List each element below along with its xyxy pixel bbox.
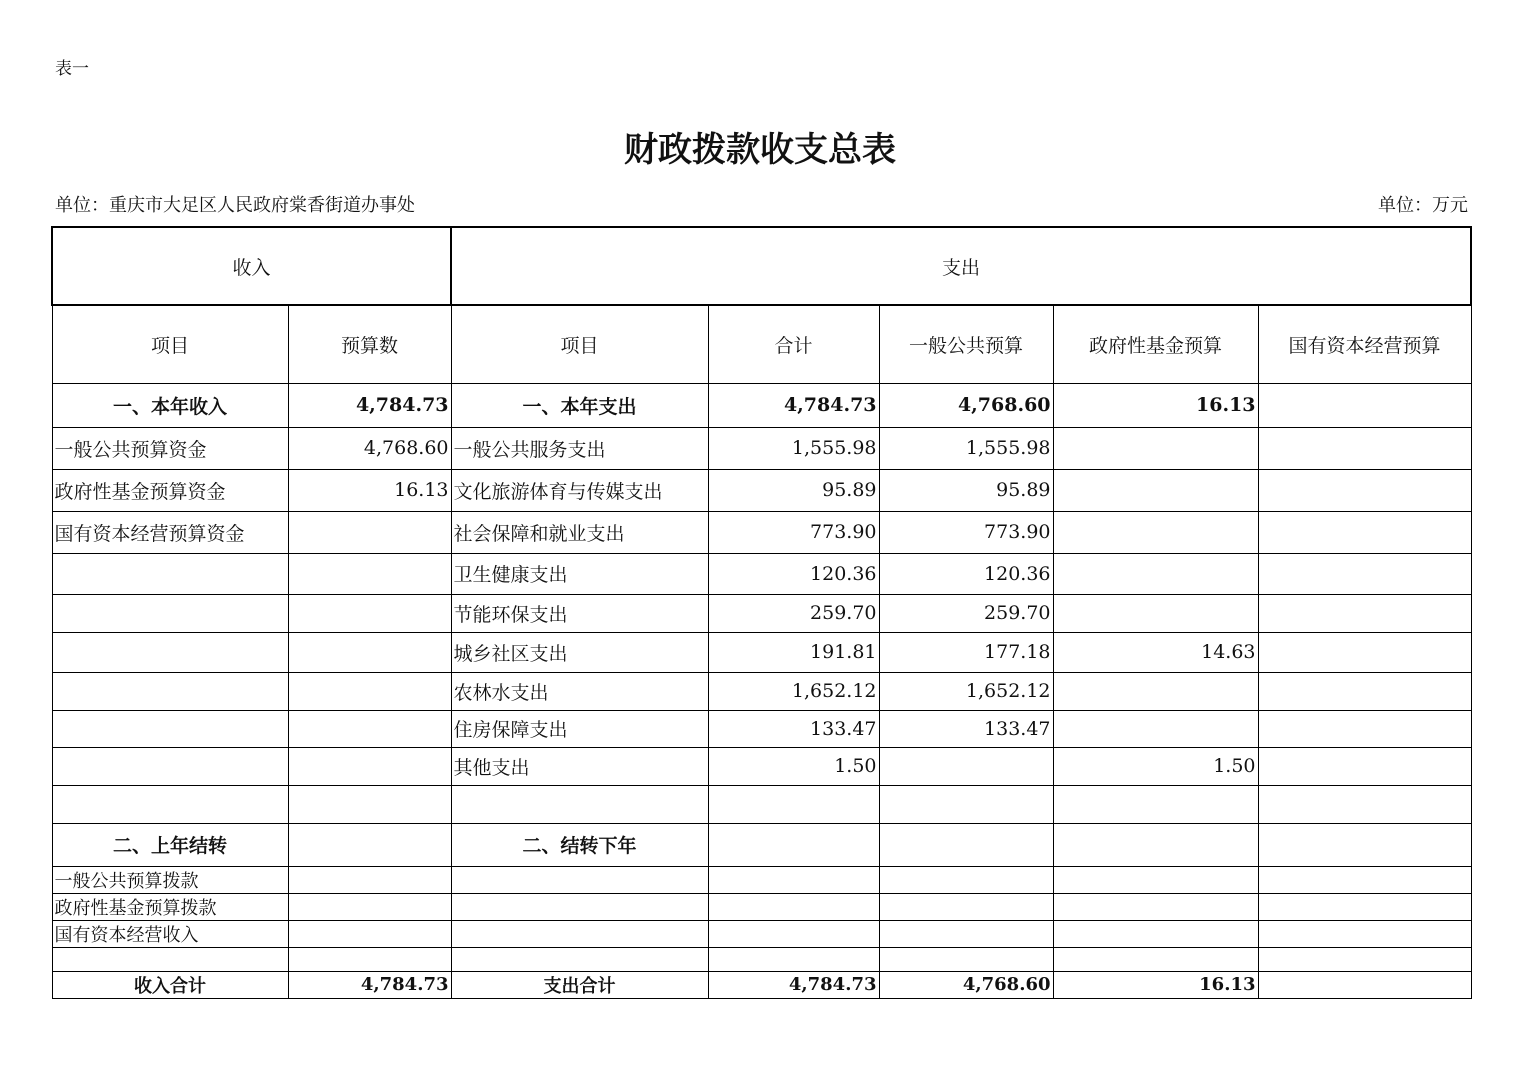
fund-budget-cell [1053,511,1258,553]
income-item-cell: 二、上年结转 [52,823,288,866]
income-item-cell [52,710,288,747]
state-capital-cell [1258,785,1471,823]
expense-item-cell: 住房保障支出 [451,710,708,747]
fund-budget-cell [1053,823,1258,866]
general-budget-cell [879,893,1053,920]
general-budget-cell [879,785,1053,823]
table-row [52,553,1471,594]
table-row [52,594,1471,632]
general-budget-cell: 133.47 [879,710,1053,747]
income-budget-cell: 4,784.73 [288,971,451,998]
income-item-cell: 一般公共预算资金 [52,427,288,469]
general-budget-cell [879,920,1053,947]
fund-budget-header: 政府性基金预算 [1053,305,1258,383]
income-item-cell [52,747,288,785]
expense-total-cell: 95.89 [708,469,879,511]
general-budget-cell: 1,555.98 [879,427,1053,469]
table-row [52,632,1471,672]
expense-item-cell: 社会保障和就业支出 [451,511,708,553]
currency-unit-label: 单位：万元 [1378,195,1468,216]
income-budget-cell: 16.13 [288,469,451,511]
expense-item-cell: 城乡社区支出 [451,632,708,672]
fund-budget-cell [1053,785,1258,823]
state-capital-cell [1258,632,1471,672]
income-item-cell [52,947,288,971]
table-row [52,866,1471,893]
income-item-cell [52,632,288,672]
fund-budget-cell [1053,672,1258,710]
expense-item-cell [451,785,708,823]
table-row [52,893,1471,920]
income-item-cell: 收入合计 [52,971,288,998]
general-budget-cell: 773.90 [879,511,1053,553]
table-row [52,747,1471,785]
state-capital-cell [1258,469,1471,511]
section-header-row [52,227,1471,305]
document-title: 财政拨款收支总表 [624,130,896,170]
fund-budget-cell [1053,553,1258,594]
income-item-cell: 国有资本经营收入 [52,920,288,947]
expense-item-cell: 卫生健康支出 [451,553,708,594]
expense-total-cell: 191.81 [708,632,879,672]
expense-total-cell [708,785,879,823]
income-budget-cell [288,947,451,971]
income-budget-cell [288,632,451,672]
income-item-cell [52,594,288,632]
expense-total-cell: 4,784.73 [708,971,879,998]
income-budget-cell: 4,784.73 [288,383,451,427]
expense-total-cell: 1,555.98 [708,427,879,469]
expense-total-cell: 259.70 [708,594,879,632]
general-budget-cell [879,747,1053,785]
general-budget-cell [879,823,1053,866]
table-row [52,672,1471,710]
state-capital-cell [1258,866,1471,893]
fund-budget-cell: 14.63 [1053,632,1258,672]
expense-total-header: 合计 [708,305,879,383]
state-capital-header: 国有资本经营预算 [1258,305,1471,383]
income-item-cell: 国有资本经营预算资金 [52,511,288,553]
fund-budget-cell [1053,469,1258,511]
income-budget-cell [288,553,451,594]
income-item-cell: 政府性基金预算资金 [52,469,288,511]
fund-budget-cell: 16.13 [1053,383,1258,427]
fund-budget-cell: 1.50 [1053,747,1258,785]
table-row [52,971,1471,998]
state-capital-cell [1258,971,1471,998]
expense-total-cell: 120.36 [708,553,879,594]
state-capital-cell [1258,823,1471,866]
state-capital-cell [1258,553,1471,594]
income-item-cell: 一、本年收入 [52,383,288,427]
state-capital-cell [1258,747,1471,785]
general-budget-cell: 120.36 [879,553,1053,594]
expense-item-cell: 二、结转下年 [451,823,708,866]
expense-item-cell: 一、本年支出 [451,383,708,427]
income-budget-cell: 4,768.60 [288,427,451,469]
expense-total-cell [708,947,879,971]
income-item-cell: 一般公共预算拨款 [52,866,288,893]
expense-item-header: 项目 [451,305,708,383]
state-capital-cell [1258,710,1471,747]
general-budget-cell: 95.89 [879,469,1053,511]
income-budget-cell [288,785,451,823]
income-budget-cell [288,511,451,553]
general-budget-cell: 4,768.60 [879,971,1053,998]
table-row [52,920,1471,947]
expense-total-cell: 1,652.12 [708,672,879,710]
income-budget-cell [288,893,451,920]
income-item-cell: 政府性基金预算拨款 [52,893,288,920]
income-item-cell [52,672,288,710]
fund-budget-cell [1053,920,1258,947]
state-capital-cell [1258,893,1471,920]
expense-item-cell [451,947,708,971]
table-row [52,383,1471,427]
expense-total-cell: 1.50 [708,747,879,785]
income-budget-cell [288,710,451,747]
expense-item-cell: 节能环保支出 [451,594,708,632]
income-item-cell [52,785,288,823]
general-budget-cell: 1,652.12 [879,672,1053,710]
general-budget-cell [879,947,1053,971]
expense-item-cell: 文化旅游体育与传媒支出 [451,469,708,511]
income-budget-cell [288,866,451,893]
state-capital-cell [1258,594,1471,632]
general-budget-cell: 177.18 [879,632,1053,672]
fund-budget-cell: 16.13 [1053,971,1258,998]
expense-total-cell [708,823,879,866]
expense-item-cell: 支出合计 [451,971,708,998]
income-budget-cell [288,594,451,632]
expense-total-cell [708,866,879,893]
fund-budget-cell [1053,594,1258,632]
expense-total-cell: 773.90 [708,511,879,553]
expense-item-cell: 农林水支出 [451,672,708,710]
table-row [52,823,1471,866]
expense-item-cell [451,920,708,947]
general-budget-cell: 4,768.60 [879,383,1053,427]
fund-budget-cell [1053,893,1258,920]
general-budget-header: 一般公共预算 [879,305,1053,383]
table-row [52,947,1471,971]
income-budget-cell [288,823,451,866]
state-capital-cell [1258,511,1471,553]
expense-total-cell [708,920,879,947]
expense-item-cell: 其他支出 [451,747,708,785]
table-row [52,469,1471,511]
expense-item-cell [451,893,708,920]
fund-budget-cell [1053,427,1258,469]
finance-summary-table [51,226,1472,999]
expense-total-cell [708,893,879,920]
state-capital-cell [1258,427,1471,469]
expense-total-cell: 133.47 [708,710,879,747]
income-section-header: 收入 [52,227,451,305]
fund-budget-cell [1053,947,1258,971]
income-budget-cell [288,747,451,785]
table-row [52,511,1471,553]
organization-unit-label: 单位：重庆市大足区人民政府棠香街道办事处 [55,195,415,216]
general-budget-cell [879,866,1053,893]
expense-section-header: 支出 [451,227,1471,305]
income-budget-cell [288,672,451,710]
general-budget-cell: 259.70 [879,594,1053,632]
expense-item-cell: 一般公共服务支出 [451,427,708,469]
income-budget-header: 预算数 [288,305,451,383]
income-budget-cell [288,920,451,947]
expense-total-cell: 4,784.73 [708,383,879,427]
table-row [52,427,1471,469]
income-item-header: 项目 [52,305,288,383]
table-row [52,710,1471,747]
state-capital-cell [1258,383,1471,427]
table-number-label: 表一 [55,59,89,79]
fund-budget-cell [1053,866,1258,893]
column-header-row [52,305,1471,383]
state-capital-cell [1258,947,1471,971]
table-row [52,785,1471,823]
state-capital-cell [1258,920,1471,947]
state-capital-cell [1258,672,1471,710]
expense-item-cell [451,866,708,893]
fund-budget-cell [1053,710,1258,747]
income-item-cell [52,553,288,594]
